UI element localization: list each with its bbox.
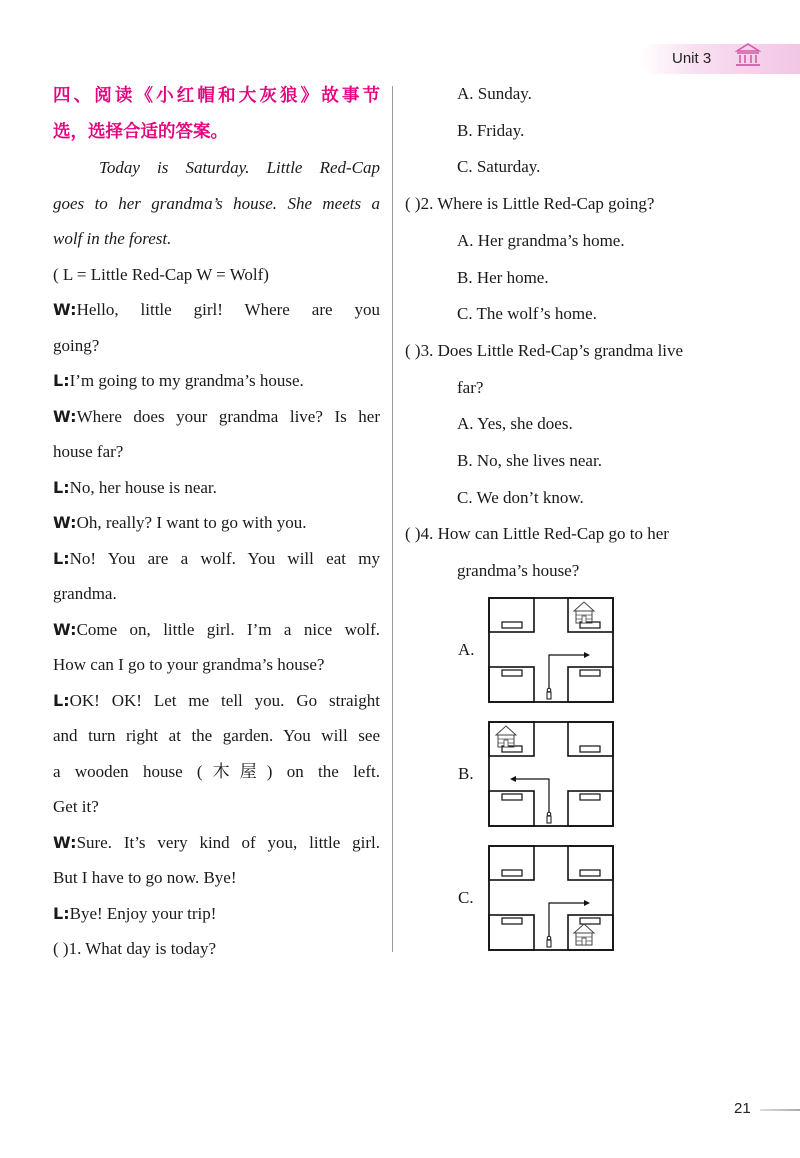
- dialogue-line: W:Where does your grandma live? Is her: [53, 406, 380, 426]
- map-a: [488, 597, 614, 703]
- q1-option-b: B. Friday.: [457, 120, 525, 140]
- section-title-line1: 四、阅读《小红帽和大灰狼》故事节: [53, 86, 380, 106]
- q2-option-c: C. The wolf’s home.: [457, 304, 597, 324]
- dialogue-line: L:No! You are a wolf. You will eat my: [53, 548, 380, 568]
- building-icon: [735, 42, 761, 68]
- map-a-label: A.: [458, 640, 475, 659]
- dialogue-line: house far?: [53, 442, 124, 461]
- intro-line: Today is Saturday. Little Red-Cap: [99, 158, 380, 177]
- intro-line: wolf in the forest.: [53, 229, 172, 248]
- section-title-line2: 选，选择合适的答案。: [53, 122, 228, 142]
- dialogue-line: How can I go to your grandma’s house?: [53, 655, 325, 674]
- dialogue-line: L:OK! OK! Let me tell you. Go straight: [53, 690, 380, 710]
- map-c: [488, 845, 614, 951]
- unit-tab: [640, 44, 800, 74]
- question-4-stem-cont: grandma’s house?: [457, 561, 580, 581]
- question-2-stem: ( )2. Where is Little Red-Cap going?: [405, 194, 655, 214]
- dialogue-line: Get it?: [53, 797, 99, 816]
- q3-option-c: C. We don’t know.: [457, 487, 584, 507]
- speaker-key: ( L = Little Red-Cap W = Wolf): [53, 264, 269, 284]
- question-1-stem: ( )1. What day is today?: [53, 939, 217, 958]
- map-b-label: B.: [458, 764, 474, 783]
- dialogue-line: going?: [53, 335, 100, 355]
- dialogue-line: W:Sure. It’s very kind of you, little girl.: [53, 832, 380, 852]
- page-number: 21: [734, 1100, 751, 1117]
- q1-option-c: C. Saturday.: [457, 157, 541, 177]
- question-3-stem-cont: far?: [457, 377, 484, 397]
- dialogue-line: grandma.: [53, 584, 117, 603]
- q1-option-a: A. Sunday.: [457, 84, 532, 103]
- question-4-stem: ( )4. How can Little Red-Cap go to her: [405, 524, 669, 544]
- dialogue-line: and turn right at the garden. You will see: [53, 726, 380, 745]
- q3-option-a: A. Yes, she does.: [457, 414, 573, 434]
- map-b: [488, 721, 614, 827]
- intro-line: goes to her grandma’s house. She meets a: [53, 193, 380, 213]
- unit-label: Unit 3: [672, 50, 712, 67]
- question-3-stem: ( )3. Does Little Red-Cap’s grandma live: [405, 340, 684, 360]
- q3-option-b: B. No, she lives near.: [457, 451, 602, 471]
- dialogue-line: W:Hello, little girl! Where are you: [53, 300, 380, 319]
- q2-option-a: A. Her grandma’s home.: [457, 230, 625, 250]
- page-number-rule: [760, 1109, 800, 1111]
- column-divider: [392, 86, 393, 952]
- map-c-label: C.: [458, 888, 474, 907]
- reading-passage: [53, 78, 380, 967]
- dialogue-line: But I have to go now. Bye!: [53, 868, 237, 887]
- dialogue-line: L:I’m going to my grandma’s house.: [53, 371, 304, 390]
- dialogue-line: L:No, her house is near.: [53, 477, 217, 497]
- dialogue-line: a wooden house (木屋) on the left.: [53, 761, 380, 781]
- dialogue-line: W:Come on, little girl. I’m a nice wolf.: [53, 619, 380, 639]
- dialogue-line: W:Oh, really? I want to go with you.: [53, 513, 307, 532]
- q2-option-b: B. Her home.: [457, 267, 549, 287]
- questions-column: [405, 76, 735, 590]
- dialogue-line: L:Bye! Enjoy your trip!: [53, 903, 217, 923]
